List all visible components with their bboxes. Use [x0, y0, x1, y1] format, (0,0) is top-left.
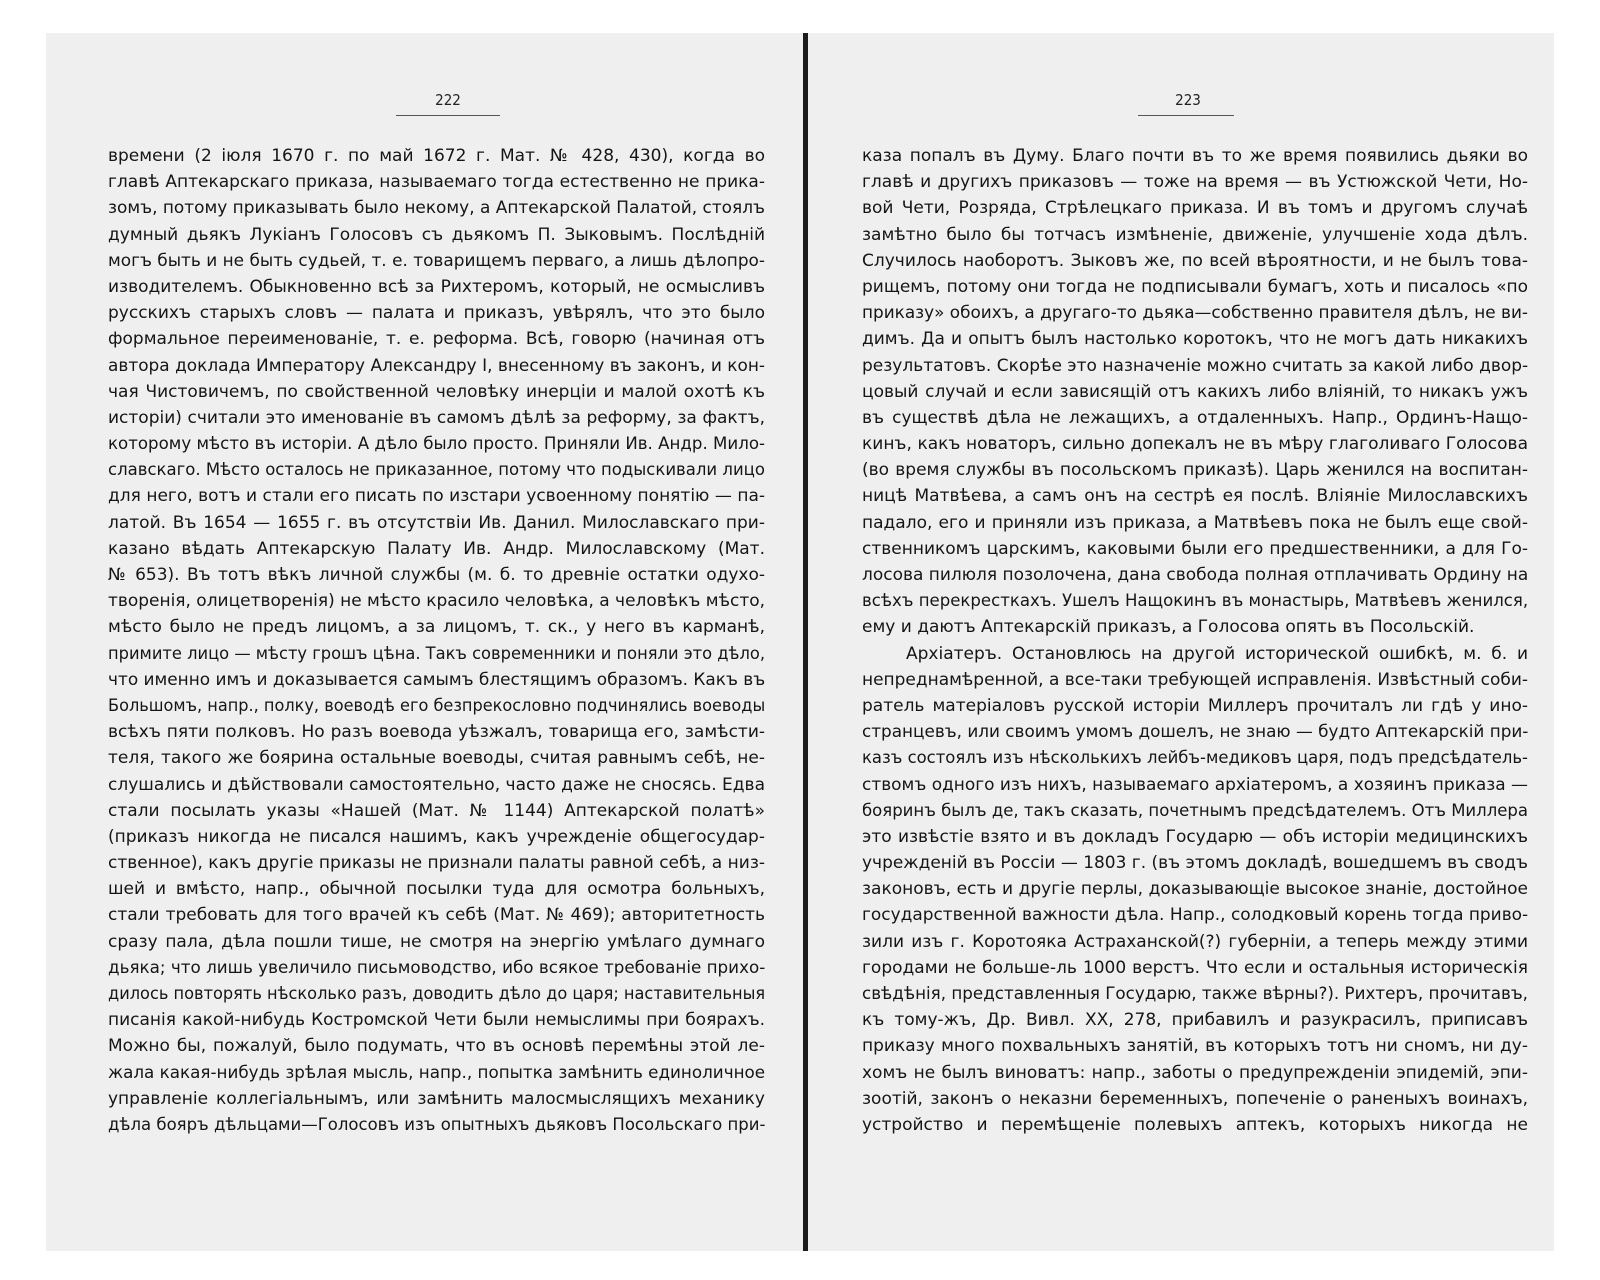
text-line: казано вѣдать Аптекарскую Палату Ив. Андр. Милославскому (Мат.	[108, 538, 765, 559]
text-line: автора доклада Императору Александру I, внесенному въ законъ, и кон-	[108, 355, 765, 376]
text-line: ственникомъ царскимъ, каковыми были его предшественники, а для Го-	[862, 538, 1528, 559]
text-line: стали посылать указы «Нашей (Мат. № 1144) Аптекарской полатѣ»	[108, 800, 765, 821]
text-line: жала какая-нибудь зрѣлая мысль, напр., попытка замѣнить единоличное	[108, 1062, 765, 1083]
text-line: городами не больше-ль 1000 верстъ. Что если и остальныя историческія	[862, 957, 1528, 978]
text-line: всѣхъ пяти полковъ. Но разъ воевода уѣзжалъ, товарища его, замѣсти-	[108, 722, 765, 743]
text-line: (приказъ никогда не писался нашимъ, какъ учрежденіе общегосудар-	[108, 826, 765, 847]
text-line: учрежденій въ Россіи — 1803 г. (въ этомъ докладѣ, вошедшемъ въ сводъ	[862, 853, 1528, 874]
text-line: зомъ, потому приказывать было некому, а Аптекарской Палатой, стоялъ	[108, 198, 765, 219]
text-line: непреднамѣренной, а все-таки требующей исправленія. Извѣстный соби-	[862, 669, 1528, 690]
text-line: шей и вмѣсто, напр., обычной посылки туда для осмотра больныхъ,	[108, 879, 765, 900]
text-line: главѣ Аптекарскаго приказа, называемаго тогда естественно не прика-	[108, 172, 765, 193]
text-line: приказу» обоихъ, а другаго-то дьяка—собственно правителя дѣлъ, не ви-	[862, 303, 1528, 324]
text-line: ницѣ Матвѣева, а самъ онъ на сестрѣ ея послѣ. Вліяніе Милославскихъ	[862, 486, 1528, 507]
page-text	[862, 143, 1528, 1138]
text-line: Архіатеръ. Остановлюсь на другой исторической ошибкѣ, м. б. и	[906, 643, 1528, 664]
text-line: каза попалъ въ Думу. Благо почти въ то же время появились дьяки во	[862, 146, 1528, 166]
text-line: Можно бы, пожалуй, было подумать, что въ основѣ перемѣны этой ле-	[108, 1036, 765, 1057]
left-page	[46, 33, 803, 1251]
text-line: это извѣстіе взято и въ докладъ Государю — объ исторіи медицинскихъ	[862, 826, 1528, 847]
right-page	[808, 33, 1554, 1251]
text-line: рищемъ, потому они тогда не подписывали бумагъ, хоть и писалось «по	[862, 276, 1528, 297]
text-line: ственное), какъ другіе приказы не признали палаты равной себѣ, а низ-	[108, 853, 765, 874]
text-line: управленіе коллегіальнымъ, или замѣнить малосмыслящихъ механику	[108, 1088, 765, 1109]
text-line: устройство и перемѣщеніе полевыхъ аптекъ, которыхъ никогда не	[862, 1114, 1528, 1135]
text-line: примите лицо — мѣсту грошъ цѣна. Такъ современники и поняли это дѣло,	[108, 643, 765, 664]
text-line: замѣтно было бы тотчасъ измѣненіе, движеніе, улучшеніе хода дѣлъ.	[862, 224, 1528, 245]
text-line: къ тому-жъ, Др. Вивл. XX, 278, прибавилъ и разукрасилъ, приписавъ	[862, 1010, 1528, 1031]
page-number: 223	[1175, 91, 1201, 109]
text-line: которому мѣсто въ исторіи. А дѣло было просто. Приняли Ив. Андр. Мило-	[108, 434, 765, 455]
text-line: приказу много похвальныхъ занятій, въ которыхъ тотъ ни сномъ, ни ду-	[862, 1036, 1528, 1057]
text-line: формальное переименованіе, т. е. реформа. Всѣ, говорю (начиная отъ	[108, 329, 765, 350]
text-line: исторіи) считали это именованіе въ самомъ дѣлѣ за реформу, за фактъ,	[108, 407, 765, 428]
text-line: времени (2 іюля 1670 г. по май 1672 г. Мат. № 428, 430), когда во	[108, 146, 765, 166]
text-line: законовъ, есть и другіе перлы, доказывающіе высокое знаніе, достойное	[862, 879, 1528, 900]
text-line: что именно имъ и доказывается самымъ блестящимъ образомъ. Какъ въ	[108, 669, 765, 690]
text-line: зили изъ г. Коротояка Астраханской(?) губерніи, а теперь между этими	[862, 931, 1528, 952]
text-line: (во время службы въ посольскомъ приказѣ). Царь женился на воспитан-	[862, 460, 1528, 481]
text-line: свѣдѣнія, представленныя Государю, также вѣрны?). Рихтеръ, прочитавъ,	[862, 984, 1528, 1004]
page-number: 222	[435, 91, 461, 109]
text-line: латой. Въ 1654 — 1655 г. въ отсутствіи Ив. Данил. Милославскаго при-	[108, 512, 765, 533]
text-line: результатовъ. Скорѣе это назначеніе можно считать за какой либо двор-	[862, 355, 1528, 376]
text-line: кинъ, какъ новаторъ, сильно допекалъ не въ мѣру глаголиваго Голосова	[862, 434, 1528, 455]
text-line: ратель матеріаловъ русской исторіи Миллеръ прочиталъ ли гдѣ у ино-	[862, 695, 1528, 716]
text-line: ему и даютъ Аптекарскій приказъ, а Голосова опять въ Посольскій.	[862, 617, 1475, 638]
text-line: бояринъ былъ де, такъ сказать, почетнымъ предсѣдателемъ. Отъ Миллера	[862, 800, 1528, 821]
text-line: стали требовать для того врачей къ себѣ (Мат. № 469); авторитетность	[108, 905, 765, 926]
text-line: казъ состоялъ изъ нѣсколькихъ лейбъ-медиковъ царя, подъ предсѣдатель-	[862, 748, 1528, 769]
text-line: странцевъ, или своимъ умомъ дошелъ, не знаю — будто Аптекарскій при-	[862, 722, 1528, 743]
text-line: вой Чети, Розряда, Стрѣлецкаго приказа. И въ томъ и другомъ случаѣ	[862, 198, 1528, 219]
text-line: зоотій, законъ о неказни беременныхъ, попеченіе о раненыхъ воинахъ,	[862, 1088, 1528, 1109]
text-line: государственной важности дѣла. Напр., солодковый корень тогда приво-	[862, 905, 1528, 926]
text-line: Случилось наоборотъ. Зыковъ же, по всей вѣроятности, и не былъ това-	[862, 250, 1528, 271]
text-line: димъ. Да и опытъ былъ настолько коротокъ, что не могъ дать никакихъ	[862, 329, 1528, 350]
text-line: слушались и дѣйствовали самостоятельно, часто даже не сносясь. Едва	[108, 774, 765, 795]
page-text	[108, 143, 765, 1138]
text-line: главѣ и другихъ приказовъ — тоже на время — въ Устюжской Чети, Но-	[862, 172, 1528, 193]
text-line: чая Чистовичемъ, по свойственной человѣку инерціи и малой охотѣ къ	[108, 381, 765, 402]
text-line: славскаго. Мѣсто осталось не приказанное, потому что подыскивали лицо	[108, 460, 765, 481]
text-line: дьяка; что лишь увеличило письмоводство, ибо всякое требованіе прихо-	[108, 957, 765, 978]
text-line: могъ быть и не быть судьей, т. е. товарищемъ перваго, а лишь дѣлопро-	[108, 250, 765, 271]
text-line: дилось повторять нѣсколько разъ, доводить дѣло до царя; наставительныя	[108, 984, 765, 1004]
text-line: русскихъ старыхъ словъ — палата и приказъ, увѣрялъ, что это было	[108, 303, 765, 324]
text-line: сразу пала, дѣла пошли тише, не смотря на энергію умѣлаго думнаго	[108, 931, 765, 952]
text-line: теля, такого же боярина остальные воеводы, считая равнымъ себѣ, не-	[108, 748, 765, 769]
header-rule	[1138, 115, 1234, 116]
text-line: № 653). Въ тотъ вѣкъ личной службы (м. б. то древніе остатки одухо-	[108, 565, 765, 585]
text-line: мѣсто было не предъ лицомъ, а за лицомъ, т. ск., у него въ карманѣ,	[108, 617, 765, 638]
text-line: Большомъ, напр., полку, воеводѣ его безпрекословно подчинялись воеводы	[108, 695, 765, 716]
text-line: лосова пилюля позолочена, дана свобода полная отплачивать Ордину на	[862, 565, 1528, 585]
text-line: падало, его и приняли изъ приказа, а Матвѣевъ пока не былъ еще свой-	[862, 512, 1528, 533]
text-line: писанія какой-нибудь Костромской Чети были немыслимы при боярахъ.	[108, 1010, 765, 1031]
text-line: всѣхъ перекресткахъ. Ушелъ Нащокинъ въ монастырь, Матвѣевъ женился,	[862, 591, 1528, 612]
text-line: творенія, олицетворенія) не мѣсто красило человѣка, а человѣкъ мѣсто,	[108, 591, 765, 612]
book-spread	[46, 33, 1554, 1251]
text-line: въ существѣ дѣла не лежащихъ, а отдаленныхъ. Напр., Ординъ-Нащо-	[862, 407, 1528, 428]
text-line: ствомъ одного изъ нихъ, называемаго архіатеромъ, а хозяинъ приказа —	[862, 774, 1528, 795]
text-line: цовый случай и если зависящій отъ какихъ либо вліяній, то никакъ ужъ	[862, 381, 1528, 402]
text-line: изводителемъ. Обыкновенно всѣ за Рихтеромъ, который, не осмысливъ	[108, 276, 765, 297]
text-line: хомъ не былъ виноватъ: напр., заботы о предупрежденіи эпидемій, эпи-	[862, 1062, 1528, 1083]
text-line: думный дьякъ Лукіанъ Голосовъ съ дьякомъ П. Зыковымъ. Послѣдній	[108, 224, 765, 245]
text-line: для него, вотъ и стали его писать по изстари усвоенному понятію — па-	[108, 486, 765, 507]
header-rule	[396, 115, 500, 116]
text-line: дѣла бояръ дѣльцами—Голосовъ изъ опытныхъ дьяковъ Посольскаго при-	[108, 1114, 765, 1135]
